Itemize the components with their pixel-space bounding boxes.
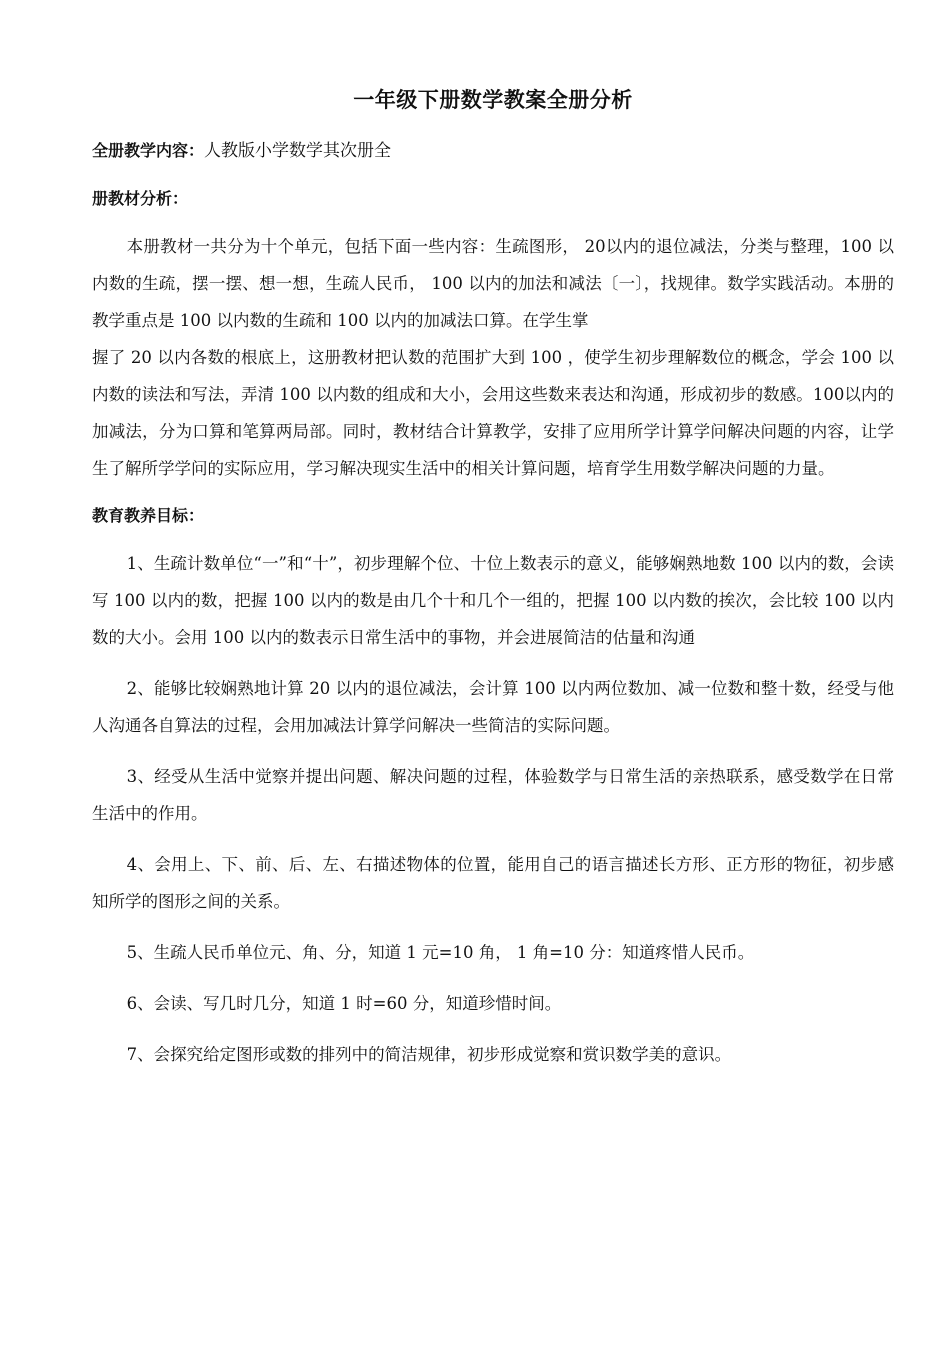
goal-item: 7、会探究给定图形或数的排列中的简洁规律，初步形成觉察和赏识数学美的意识。 [126,1045,732,1064]
page-title: 一年级下册数学教案全册分析 [353,88,633,112]
goal-item: 2、能够比较娴熟地计算 20 以内的退位减法，会计算 100 以内两位数加、减一位数和整十数，经受与他人沟通各自算法的过程，会用加减法计算学问解决一些简洁的实际问题。 [92,679,894,735]
goal-item: 4、会用上、下、前、后、左、右描述物体的位置，能用自己的语言描述长方形、正方形的物征，初步感知所学的图形之间的关系。 [92,855,894,911]
goals-heading: 教育教养目标： [92,506,205,525]
analysis-heading: 册教材分析： [92,189,189,208]
goal-item: 1、生疏计数单位“一”和“十”，初步理解个位、十位上数表示的意义，能够娴熟地数 100 以内的数，会读写 100 以内的数，把握 100 以内的数是由几个十和几个一组的，把握 100 以内数的挨次，会比较 100 以内数的大小。会用 100 以内的数表示日常生活中的事物，并会进展简洁的估量和沟通 [92,554,894,647]
goal-item: 5、生疏人民币单位元、角、分，知道 1 元=10 角， 1 角=10 分：知道疼惜人民币。 [126,943,755,962]
analysis-section [92,228,894,487]
analysis-paragraph-1: 本册教材一共分为十个单元，包括下面一些内容：生疏图形， 20以内的退位减法，分类与整理，100 以内数的生疏，摆一摆、想一想，生疏人民币， 100 以内的加法和减法〔一〕，找规律。数学实践活动。本册的教学重点是 100 以内数的生疏和 100 以内的加减法口算。在学生掌 [92,237,894,330]
document-page [92,84,894,1087]
analysis-paragraph-2: 握了 20 以内各数的根底上，这册教材把认数的范围扩大到 100 ，使学生初步理解数位的概念，学会 100 以内数的读法和写法，弄清 100 以内数的组成和大小，会用这些数来表达和沟通，形成初步的数感。100以内的加减法，分为口算和笔算两局部。同时，教材结合计算教学，安排了应用所学计算学问解决问题的内容，让学生了解所学学问的实际应用，学习解决现实生活中的相关计算问题，培育学生用数学解决问题的力量。 [92,348,894,478]
goals-list [92,545,894,1073]
content-line [92,136,894,166]
content-label: 全册教学内容： [92,141,205,160]
goal-item: 6、会读、写几时几分，知道 1 时=60 分，知道珍惜时间。 [126,994,562,1013]
content-value: 人教版小学数学其次册全 [204,141,392,161]
goal-item: 3、经受从生活中觉察并提出问题、解决问题的过程，体验数学与日常生活的亲热联系，感受数学在日常生活中的作用。 [92,767,894,823]
